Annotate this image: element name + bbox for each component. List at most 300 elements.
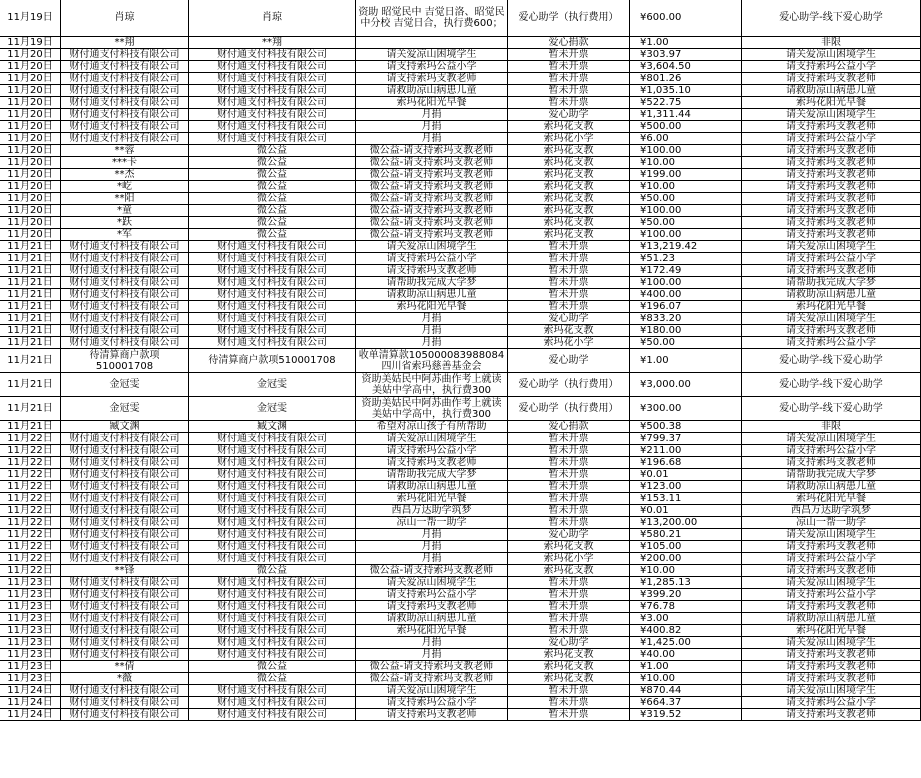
amount-cell: ¥13,219.42 — [630, 241, 742, 253]
table-row — [0, 697, 921, 709]
payer-cell: 财付通支付科技有限公司 — [189, 313, 356, 325]
payer-cell: 财付通支付科技有限公司 — [189, 325, 356, 337]
project-cell: 请关爱凉山困境学生 — [742, 433, 921, 445]
category-cell: 暂未开票 — [508, 85, 630, 97]
note-cell: 月捐 — [356, 325, 508, 337]
note-cell: 请救助凉山病患儿童 — [356, 85, 508, 97]
payer-cell: 财付通支付科技有限公司 — [189, 265, 356, 277]
table-row — [0, 109, 921, 121]
amount-cell: ¥105.00 — [630, 541, 742, 553]
project-cell: 请关爱凉山困境学生 — [742, 241, 921, 253]
date-cell: 11月21日 — [0, 277, 61, 289]
table-row — [0, 265, 921, 277]
table-row — [0, 289, 921, 301]
project-cell: 请支持索玛支教老师 — [742, 181, 921, 193]
category-cell: 暂未开票 — [508, 589, 630, 601]
donor-cell: 财付通支付科技有限公司 — [61, 469, 189, 481]
donor-cell: 财付通支付科技有限公司 — [61, 277, 189, 289]
amount-cell: ¥40.00 — [630, 649, 742, 661]
table-row — [0, 493, 921, 505]
category-cell: 爱心助学 — [508, 637, 630, 649]
category-cell: 暂未开票 — [508, 289, 630, 301]
date-cell: 11月20日 — [0, 169, 61, 181]
amount-cell: ¥1,035.10 — [630, 85, 742, 97]
amount-cell: ¥664.37 — [630, 697, 742, 709]
donor-cell: 财付通支付科技有限公司 — [61, 445, 189, 457]
donor-cell: 财付通支付科技有限公司 — [61, 613, 189, 625]
note-cell — [356, 37, 508, 49]
donor-cell: 财付通支付科技有限公司 — [61, 481, 189, 493]
donor-cell: 财付通支付科技有限公司 — [61, 529, 189, 541]
donor-cell: 待清算商户款项510001708 — [61, 349, 189, 373]
project-cell: 请关爱凉山困境学生 — [742, 109, 921, 121]
amount-cell: ¥172.49 — [630, 265, 742, 277]
table-row — [0, 313, 921, 325]
payer-cell: 财付通支付科技有限公司 — [189, 121, 356, 133]
date-cell: 11月20日 — [0, 109, 61, 121]
project-cell: 索玛花阳光早餐 — [742, 301, 921, 313]
category-cell: 暂未开票 — [508, 241, 630, 253]
donor-cell: *屹 — [61, 181, 189, 193]
note-cell: 收单清算款105000083988084 四川省索玛慈善基金会 — [356, 349, 508, 373]
amount-cell: ¥123.00 — [630, 481, 742, 493]
table-row — [0, 241, 921, 253]
payer-cell: 臧文渊 — [189, 421, 356, 433]
note-cell: 请支持索玛公益小学 — [356, 697, 508, 709]
date-cell: 11月22日 — [0, 553, 61, 565]
note-cell: 资助美姑民中阿苏曲作考上就读美姑中学高中，执行费300 — [356, 373, 508, 397]
note-cell: 请支持索玛公益小学 — [356, 589, 508, 601]
project-cell: 索玛花阳光早餐 — [742, 97, 921, 109]
project-cell: 西昌万达助学筑梦 — [742, 505, 921, 517]
amount-cell: ¥196.68 — [630, 457, 742, 469]
payer-cell: 财付通支付科技有限公司 — [189, 301, 356, 313]
payer-cell: 财付通支付科技有限公司 — [189, 445, 356, 457]
table-row — [0, 301, 921, 313]
category-cell: 索玛花支教 — [508, 673, 630, 685]
donor-cell: *童 — [61, 205, 189, 217]
category-cell: 爱心助学 — [508, 349, 630, 373]
date-cell: 11月22日 — [0, 433, 61, 445]
table-row — [0, 505, 921, 517]
donor-cell: 财付通支付科技有限公司 — [61, 457, 189, 469]
donor-cell: 财付通支付科技有限公司 — [61, 301, 189, 313]
table-row — [0, 97, 921, 109]
project-cell: 请支持索玛支教老师 — [742, 709, 921, 721]
note-cell: 请帮助我完成大学梦 — [356, 469, 508, 481]
date-cell: 11月22日 — [0, 445, 61, 457]
date-cell: 11月21日 — [0, 265, 61, 277]
project-cell: 请支持索玛公益小学 — [742, 553, 921, 565]
date-cell: 11月22日 — [0, 505, 61, 517]
table-row — [0, 277, 921, 289]
amount-cell: ¥580.21 — [630, 529, 742, 541]
donor-cell: **杰 — [61, 169, 189, 181]
note-cell: 索玛花阳光早餐 — [356, 493, 508, 505]
payer-cell: 微公益 — [189, 217, 356, 229]
amount-cell: ¥76.78 — [630, 601, 742, 613]
donor-cell: *薇 — [61, 673, 189, 685]
table-row — [0, 49, 921, 61]
note-cell: 微公益-请支持索玛支教老师 — [356, 229, 508, 241]
amount-cell: ¥319.52 — [630, 709, 742, 721]
payer-cell: 微公益 — [189, 169, 356, 181]
payer-cell: **翔 — [189, 37, 356, 49]
date-cell: 11月21日 — [0, 337, 61, 349]
table-row — [0, 193, 921, 205]
payer-cell: 财付通支付科技有限公司 — [189, 697, 356, 709]
amount-cell: ¥500.38 — [630, 421, 742, 433]
category-cell: 暂未开票 — [508, 253, 630, 265]
date-cell: 11月20日 — [0, 181, 61, 193]
date-cell: 11月23日 — [0, 637, 61, 649]
table-row — [0, 469, 921, 481]
donor-cell: 财付通支付科技有限公司 — [61, 61, 189, 73]
category-cell: 暂未开票 — [508, 469, 630, 481]
project-cell: 请支持索玛支教老师 — [742, 265, 921, 277]
table-row — [0, 373, 921, 397]
payer-cell: 财付通支付科技有限公司 — [189, 457, 356, 469]
donor-cell: 财付通支付科技有限公司 — [61, 577, 189, 589]
payer-cell: 财付通支付科技有限公司 — [189, 469, 356, 481]
table-row — [0, 121, 921, 133]
category-cell: 爱心助学 — [508, 109, 630, 121]
amount-cell: ¥1.00 — [630, 661, 742, 673]
payer-cell: 财付通支付科技有限公司 — [189, 493, 356, 505]
project-cell: 请支持索玛支教老师 — [742, 145, 921, 157]
table-row — [0, 157, 921, 169]
note-cell: 月捐 — [356, 133, 508, 145]
table-row — [0, 577, 921, 589]
donor-cell: 财付通支付科技有限公司 — [61, 325, 189, 337]
note-cell: 微公益-请支持索玛支教老师 — [356, 673, 508, 685]
project-cell: 请支持索玛支教老师 — [742, 121, 921, 133]
category-cell: 索玛花支教 — [508, 193, 630, 205]
payer-cell: 待清算商户款项510001708 — [189, 349, 356, 373]
amount-cell: ¥199.00 — [630, 169, 742, 181]
category-cell: 暂未开票 — [508, 493, 630, 505]
note-cell: 月捐 — [356, 529, 508, 541]
project-cell: 爱心助学-线下爱心助学 — [742, 0, 921, 37]
amount-cell: ¥600.00 — [630, 0, 742, 37]
note-cell: 月捐 — [356, 337, 508, 349]
payer-cell: 财付通支付科技有限公司 — [189, 637, 356, 649]
table-row — [0, 673, 921, 685]
amount-cell: ¥1,285.13 — [630, 577, 742, 589]
donor-cell: 财付通支付科技有限公司 — [61, 637, 189, 649]
category-cell: 暂未开票 — [508, 73, 630, 85]
table-row — [0, 349, 921, 373]
table-row — [0, 709, 921, 721]
donor-cell: 财付通支付科技有限公司 — [61, 97, 189, 109]
note-cell: 微公益-请支持索玛支教老师 — [356, 217, 508, 229]
category-cell: 暂未开票 — [508, 301, 630, 313]
date-cell: 11月21日 — [0, 373, 61, 397]
payer-cell: 财付通支付科技有限公司 — [189, 61, 356, 73]
payer-cell: 肖琼 — [189, 0, 356, 37]
project-cell: 请支持索玛支教老师 — [742, 205, 921, 217]
project-cell: 请救助凉山病患儿童 — [742, 85, 921, 97]
note-cell: 微公益-请支持索玛支教老师 — [356, 169, 508, 181]
project-cell: 请支持索玛支教老师 — [742, 157, 921, 169]
payer-cell: 微公益 — [189, 145, 356, 157]
payer-cell: 微公益 — [189, 673, 356, 685]
payer-cell: 财付通支付科技有限公司 — [189, 601, 356, 613]
amount-cell: ¥0.01 — [630, 469, 742, 481]
donor-cell: 财付通支付科技有限公司 — [61, 697, 189, 709]
donor-cell: **翔 — [61, 37, 189, 49]
donor-cell: 财付通支付科技有限公司 — [61, 649, 189, 661]
amount-cell: ¥833.20 — [630, 313, 742, 325]
category-cell: 暂未开票 — [508, 709, 630, 721]
payer-cell: 财付通支付科技有限公司 — [189, 685, 356, 697]
table-row — [0, 481, 921, 493]
payer-cell: 财付通支付科技有限公司 — [189, 541, 356, 553]
project-cell: 请救助凉山病患儿童 — [742, 289, 921, 301]
category-cell: 索玛花支教 — [508, 541, 630, 553]
donor-cell: 财付通支付科技有限公司 — [61, 553, 189, 565]
note-cell: 微公益-请支持索玛支教老师 — [356, 181, 508, 193]
amount-cell: ¥0.01 — [630, 505, 742, 517]
date-cell: 11月20日 — [0, 217, 61, 229]
table-row — [0, 229, 921, 241]
amount-cell: ¥399.20 — [630, 589, 742, 601]
date-cell: 11月21日 — [0, 289, 61, 301]
table-row — [0, 685, 921, 697]
date-cell: 11月22日 — [0, 481, 61, 493]
category-cell: 暂未开票 — [508, 517, 630, 529]
date-cell: 11月19日 — [0, 37, 61, 49]
project-cell: 索玛花阳光早餐 — [742, 625, 921, 637]
donor-cell: 财付通支付科技有限公司 — [61, 253, 189, 265]
project-cell: 请支持索玛公益小学 — [742, 337, 921, 349]
project-cell: 请支持索玛支教老师 — [742, 649, 921, 661]
note-cell: 资助 昭觉民中 吉觉日洛、昭觉民中分校 吉觉日合，执行费600； — [356, 0, 508, 37]
date-cell: 11月20日 — [0, 145, 61, 157]
note-cell: 凉山一帮一助学 — [356, 517, 508, 529]
project-cell: 请支持索玛公益小学 — [742, 589, 921, 601]
amount-cell: ¥300.00 — [630, 397, 742, 421]
category-cell: 索玛花支教 — [508, 169, 630, 181]
category-cell: 索玛花支教 — [508, 181, 630, 193]
amount-cell: ¥3.00 — [630, 613, 742, 625]
date-cell: 11月20日 — [0, 157, 61, 169]
date-cell: 11月20日 — [0, 61, 61, 73]
project-cell: 非限 — [742, 37, 921, 49]
category-cell: 暂未开票 — [508, 697, 630, 709]
amount-cell: ¥50.00 — [630, 337, 742, 349]
note-cell: 请关爱凉山困境学生 — [356, 241, 508, 253]
project-cell: 请支持索玛公益小学 — [742, 253, 921, 265]
date-cell: 11月23日 — [0, 577, 61, 589]
payer-cell: 微公益 — [189, 205, 356, 217]
amount-cell: ¥10.00 — [630, 181, 742, 193]
note-cell: 请支持索玛公益小学 — [356, 445, 508, 457]
project-cell: 请支持索玛支教老师 — [742, 169, 921, 181]
category-cell: 暂未开票 — [508, 97, 630, 109]
payer-cell: 财付通支付科技有限公司 — [189, 277, 356, 289]
table-row — [0, 0, 921, 37]
amount-cell: ¥13,200.00 — [630, 517, 742, 529]
category-cell: 暂未开票 — [508, 625, 630, 637]
project-cell: 请支持索玛支教老师 — [742, 565, 921, 577]
note-cell: 索玛花阳光早餐 — [356, 625, 508, 637]
table-row — [0, 421, 921, 433]
date-cell: 11月22日 — [0, 469, 61, 481]
date-cell: 11月24日 — [0, 697, 61, 709]
project-cell: 请支持索玛支教老师 — [742, 661, 921, 673]
table-row — [0, 589, 921, 601]
date-cell: 11月21日 — [0, 253, 61, 265]
note-cell: 索玛花阳光早餐 — [356, 301, 508, 313]
category-cell: 暂未开票 — [508, 265, 630, 277]
category-cell: 暂未开票 — [508, 433, 630, 445]
amount-cell: ¥50.00 — [630, 193, 742, 205]
donor-cell: 财付通支付科技有限公司 — [61, 541, 189, 553]
project-cell: 请支持索玛支教老师 — [742, 325, 921, 337]
date-cell: 11月24日 — [0, 685, 61, 697]
donor-cell: 臧文渊 — [61, 421, 189, 433]
donor-cell: 财付通支付科技有限公司 — [61, 241, 189, 253]
amount-cell: ¥3,604.50 — [630, 61, 742, 73]
amount-cell: ¥1.00 — [630, 37, 742, 49]
donor-cell: 财付通支付科技有限公司 — [61, 313, 189, 325]
amount-cell: ¥522.75 — [630, 97, 742, 109]
note-cell: 西昌万达助学筑梦 — [356, 505, 508, 517]
amount-cell: ¥870.44 — [630, 685, 742, 697]
date-cell: 11月20日 — [0, 85, 61, 97]
category-cell: 暂未开票 — [508, 505, 630, 517]
date-cell: 11月23日 — [0, 649, 61, 661]
amount-cell: ¥100.00 — [630, 277, 742, 289]
date-cell: 11月22日 — [0, 517, 61, 529]
payer-cell: 微公益 — [189, 661, 356, 673]
donor-cell: **阳 — [61, 193, 189, 205]
note-cell: 请关爱凉山困境学生 — [356, 433, 508, 445]
table-row — [0, 649, 921, 661]
payer-cell: 微公益 — [189, 181, 356, 193]
project-cell: 请支持索玛公益小学 — [742, 697, 921, 709]
category-cell: 暂未开票 — [508, 457, 630, 469]
date-cell: 11月24日 — [0, 709, 61, 721]
note-cell: 请关爱凉山困境学生 — [356, 577, 508, 589]
donor-cell: 财付通支付科技有限公司 — [61, 85, 189, 97]
amount-cell: ¥3,000.00 — [630, 373, 742, 397]
note-cell: 请支持索玛支教老师 — [356, 73, 508, 85]
table-row — [0, 37, 921, 49]
table-row — [0, 145, 921, 157]
amount-cell: ¥153.11 — [630, 493, 742, 505]
payer-cell: 财付通支付科技有限公司 — [189, 709, 356, 721]
table-row — [0, 61, 921, 73]
date-cell: 11月20日 — [0, 97, 61, 109]
payer-cell: 财付通支付科技有限公司 — [189, 625, 356, 637]
table-row — [0, 541, 921, 553]
date-cell: 11月23日 — [0, 625, 61, 637]
table-row — [0, 181, 921, 193]
donor-cell: 财付通支付科技有限公司 — [61, 337, 189, 349]
date-cell: 11月19日 — [0, 0, 61, 37]
payer-cell: 财付通支付科技有限公司 — [189, 97, 356, 109]
note-cell: 请关爱凉山困境学生 — [356, 49, 508, 61]
date-cell: 11月21日 — [0, 397, 61, 421]
amount-cell: ¥400.00 — [630, 289, 742, 301]
table-row — [0, 397, 921, 421]
category-cell: 索玛花支教 — [508, 205, 630, 217]
category-cell: 暂未开票 — [508, 277, 630, 289]
project-cell: 请关爱凉山困境学生 — [742, 577, 921, 589]
category-cell: 索玛花支教 — [508, 121, 630, 133]
donor-cell: ***卡 — [61, 157, 189, 169]
category-cell: 爱心助学（执行费用） — [508, 0, 630, 37]
category-cell: 爱心捐款 — [508, 37, 630, 49]
payer-cell: 财付通支付科技有限公司 — [189, 505, 356, 517]
amount-cell: ¥100.00 — [630, 145, 742, 157]
note-cell: 微公益-请支持索玛支教老师 — [356, 157, 508, 169]
note-cell: 请支持索玛支教老师 — [356, 457, 508, 469]
project-cell: 请帮助我完成大学梦 — [742, 277, 921, 289]
donor-cell: *跃 — [61, 217, 189, 229]
amount-cell: ¥10.00 — [630, 673, 742, 685]
table-row — [0, 661, 921, 673]
date-cell: 11月20日 — [0, 73, 61, 85]
donor-cell: 财付通支付科技有限公司 — [61, 493, 189, 505]
payer-cell: 财付通支付科技有限公司 — [189, 649, 356, 661]
project-cell: 请支持索玛支教老师 — [742, 541, 921, 553]
table-row — [0, 625, 921, 637]
project-cell: 请支持索玛支教老师 — [742, 457, 921, 469]
category-cell: 索玛花支教 — [508, 229, 630, 241]
table-row — [0, 85, 921, 97]
payer-cell: 财付通支付科技有限公司 — [189, 337, 356, 349]
table-row — [0, 553, 921, 565]
table-row — [0, 433, 921, 445]
note-cell: 请支持索玛支教老师 — [356, 601, 508, 613]
project-cell: 非限 — [742, 421, 921, 433]
project-cell: 请救助凉山病患儿童 — [742, 481, 921, 493]
date-cell: 11月20日 — [0, 205, 61, 217]
table-row — [0, 133, 921, 145]
donor-cell: **蓉 — [61, 145, 189, 157]
table-row — [0, 169, 921, 181]
category-cell: 爱心助学 — [508, 313, 630, 325]
amount-cell: ¥180.00 — [630, 325, 742, 337]
project-cell: 爱心助学-线下爱心助学 — [742, 397, 921, 421]
amount-cell: ¥100.00 — [630, 205, 742, 217]
payer-cell: 财付通支付科技有限公司 — [189, 49, 356, 61]
payer-cell: 财付通支付科技有限公司 — [189, 85, 356, 97]
date-cell: 11月23日 — [0, 589, 61, 601]
category-cell: 索玛花小学 — [508, 337, 630, 349]
date-cell: 11月21日 — [0, 241, 61, 253]
amount-cell: ¥100.00 — [630, 229, 742, 241]
project-cell: 请支持索玛支教老师 — [742, 217, 921, 229]
category-cell: 索玛花支教 — [508, 145, 630, 157]
table-row — [0, 637, 921, 649]
table-row — [0, 457, 921, 469]
table-row — [0, 445, 921, 457]
project-cell: 请支持索玛支教老师 — [742, 73, 921, 85]
date-cell: 11月20日 — [0, 229, 61, 241]
category-cell: 索玛花支教 — [508, 565, 630, 577]
category-cell: 爱心助学（执行费用） — [508, 397, 630, 421]
amount-cell: ¥10.00 — [630, 565, 742, 577]
date-cell: 11月20日 — [0, 193, 61, 205]
payer-cell: 财付通支付科技有限公司 — [189, 73, 356, 85]
note-cell: 请救助凉山病患儿童 — [356, 481, 508, 493]
category-cell: 暂未开票 — [508, 481, 630, 493]
project-cell: 请救助凉山病患儿童 — [742, 613, 921, 625]
